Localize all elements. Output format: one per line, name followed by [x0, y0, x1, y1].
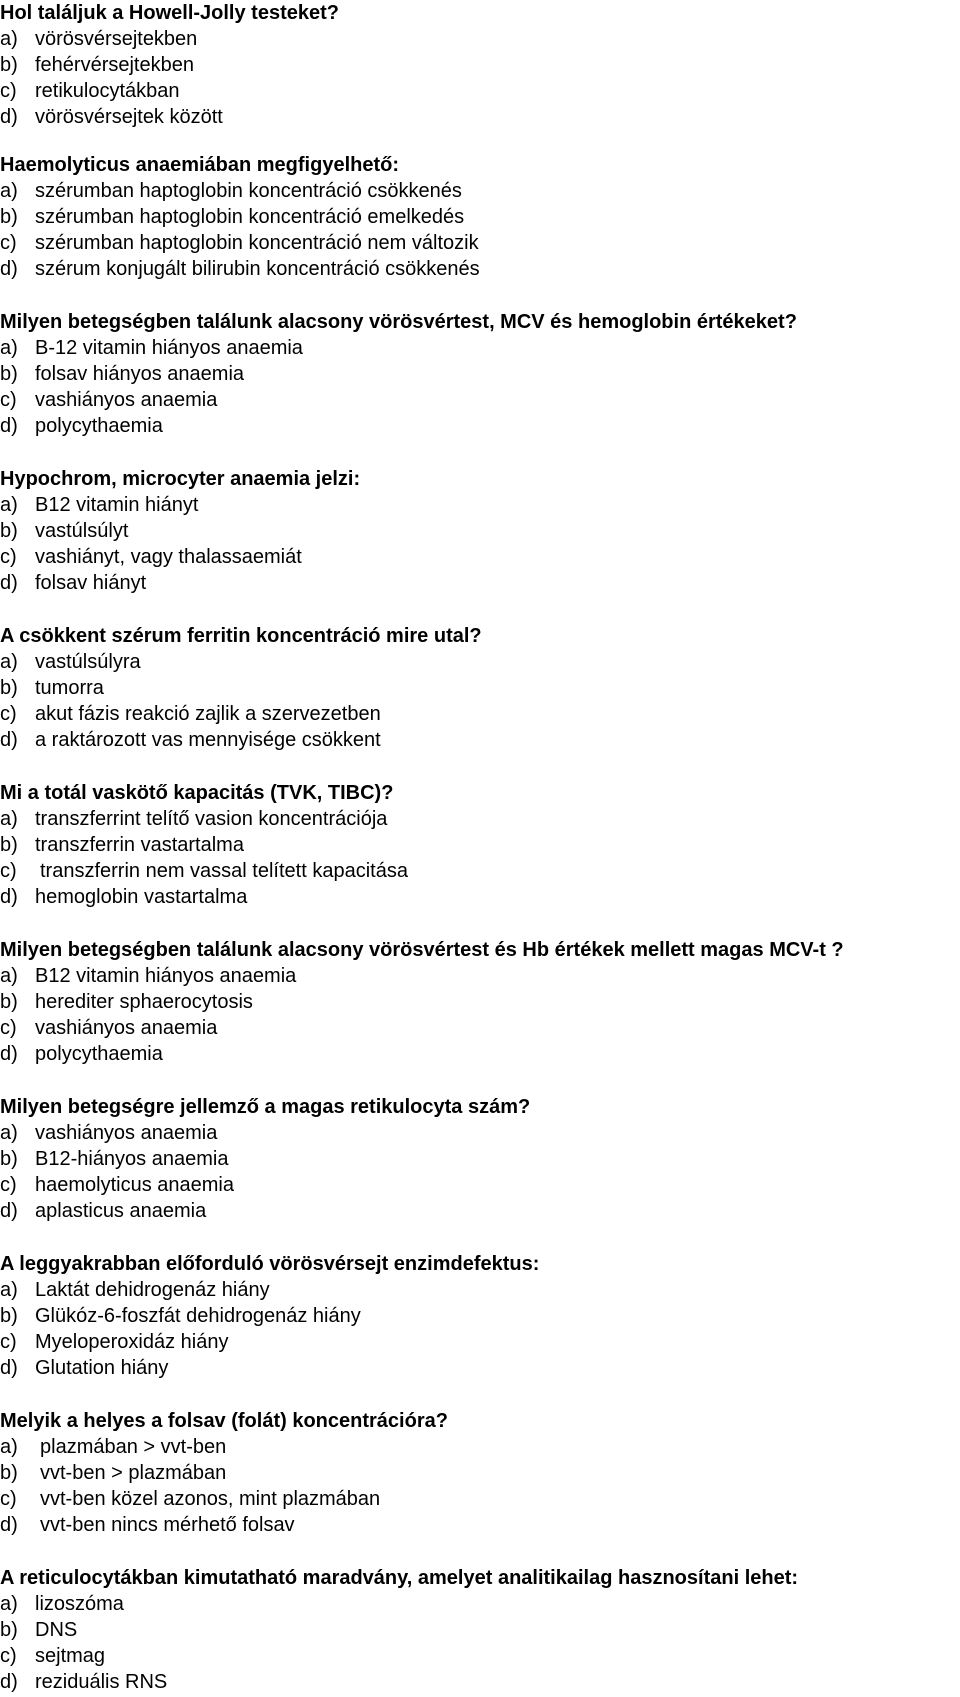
question-text: Milyen betegségre jellemző a magas retikulocyta szám? [0, 1096, 531, 1118]
option-d [0, 1198, 960, 1224]
option-text: B-12 vitamin hiányos anaemia [35, 337, 303, 359]
option-b [0, 52, 960, 78]
option-letter: b) [0, 1462, 18, 1484]
option-a [0, 1591, 960, 1617]
option-text: vastúlsúlyt [35, 520, 129, 542]
option-c [0, 544, 960, 570]
option-text: B12-hiányos anaemia [35, 1148, 229, 1170]
option-c [0, 78, 960, 104]
option-letter: c) [0, 1331, 17, 1353]
option-b [0, 1617, 960, 1643]
option-text: vashiányos anaemia [35, 1122, 218, 1144]
question-5 [0, 623, 960, 753]
option-b [0, 204, 960, 230]
option-a [0, 178, 960, 204]
option-c [0, 1172, 960, 1198]
option-text: vastúlsúlyra [35, 651, 141, 673]
option-letter: c) [0, 703, 17, 725]
option-d [0, 413, 960, 439]
option-text: akut fázis reakció zajlik a szervezetben [35, 703, 381, 725]
option-text: retikulocytákban [35, 80, 180, 102]
option-letter: c) [0, 1488, 17, 1510]
question-8 [0, 1094, 960, 1224]
question-text: Mi a totál vaskötő kapacitás (TVK, TIBC)? [0, 782, 394, 804]
option-d [0, 884, 960, 910]
option-b [0, 518, 960, 544]
option-text: fehérvérsejtekben [35, 54, 194, 76]
option-letter: b) [0, 1305, 18, 1327]
question-text: Hypochrom, microcyter anaemia jelzi: [0, 468, 361, 490]
question-4 [0, 466, 960, 596]
option-letter: a) [0, 180, 18, 202]
option-b [0, 1460, 960, 1486]
option-d [0, 1355, 960, 1381]
option-c [0, 1486, 960, 1512]
option-c [0, 387, 960, 413]
option-text: transzferrin vastartalma [35, 834, 244, 856]
option-text: folsav hiányos anaemia [35, 363, 245, 385]
option-letter: d) [0, 572, 18, 594]
option-d [0, 1041, 960, 1067]
option-letter: d) [0, 886, 18, 908]
option-text: vashiányos anaemia [35, 389, 218, 411]
option-text: vvt-ben > plazmában [40, 1462, 227, 1484]
option-c [0, 858, 960, 884]
option-letter: c) [0, 1645, 17, 1667]
option-text: aplasticus anaemia [35, 1200, 207, 1222]
option-a [0, 492, 960, 518]
option-letter: b) [0, 834, 18, 856]
option-b [0, 361, 960, 387]
option-b [0, 989, 960, 1015]
option-text: transzferrint telítő vasion koncentrációja [35, 808, 388, 830]
option-a [0, 26, 960, 52]
option-text: a raktározott vas mennyisége csökkent [35, 729, 381, 751]
option-letter: a) [0, 337, 18, 359]
option-letter: a) [0, 965, 18, 987]
option-text: szérum konjugált bilirubin koncentráció csökkenés [35, 258, 480, 280]
option-text: szérumban haptoglobin koncentráció emelkedés [35, 206, 465, 228]
question-text: Haemolyticus anaemiában megfigyelhető: [0, 154, 400, 176]
option-text: tumorra [35, 677, 104, 699]
option-text: herediter sphaerocytosis [35, 991, 253, 1013]
question-text: A leggyakrabban előforduló vörösvérsejt enzimdefektus: [0, 1253, 540, 1275]
option-letter: b) [0, 520, 18, 542]
option-text: szérumban haptoglobin koncentráció csökkenés [35, 180, 462, 202]
option-a [0, 1120, 960, 1146]
option-text: lizoszóma [35, 1593, 124, 1615]
question-6 [0, 780, 960, 910]
option-d [0, 1669, 960, 1695]
option-letter: d) [0, 729, 18, 751]
option-text: Myeloperoxidáz hiány [35, 1331, 229, 1353]
option-letter: a) [0, 1436, 18, 1458]
option-letter: b) [0, 991, 18, 1013]
option-text: polycythaemia [35, 1043, 163, 1065]
question-text: Melyik a helyes a folsav (folát) koncentrációra? [0, 1410, 448, 1432]
option-text: plazmában > vvt-ben [40, 1436, 227, 1458]
option-d [0, 104, 960, 130]
question-text: A csökkent szérum ferritin koncentráció mire utal? [0, 625, 482, 647]
option-letter: d) [0, 1200, 18, 1222]
option-letter: c) [0, 860, 17, 882]
question-7 [0, 937, 960, 1067]
option-letter: d) [0, 1514, 18, 1536]
option-a [0, 963, 960, 989]
option-b [0, 1146, 960, 1172]
option-letter: a) [0, 28, 18, 50]
option-letter: d) [0, 1043, 18, 1065]
option-text: vashiányos anaemia [35, 1017, 218, 1039]
option-letter: b) [0, 363, 18, 385]
option-a [0, 649, 960, 675]
option-letter: d) [0, 1671, 18, 1693]
option-b [0, 832, 960, 858]
option-text: Laktát dehidrogenáz hiány [35, 1279, 270, 1301]
option-letter: b) [0, 1148, 18, 1170]
option-text: B12 vitamin hiányos anaemia [35, 965, 297, 987]
option-b [0, 1303, 960, 1329]
option-text: Glutation hiány [35, 1357, 169, 1379]
option-letter: b) [0, 54, 18, 76]
question-2 [0, 152, 960, 282]
question-text: Milyen betegségben találunk alacsony vörösvértest, MCV és hemoglobin értékeket? [0, 311, 797, 333]
option-text: reziduális RNS [35, 1671, 168, 1693]
option-text: vörösvérsejtek között [35, 106, 223, 128]
question-text: Milyen betegségben találunk alacsony vörösvértest és Hb értékek mellett magas MCV-t ? [0, 939, 844, 961]
option-text: vashiányt, vagy thalassaemiát [35, 546, 302, 568]
option-text: folsav hiányt [35, 572, 147, 594]
option-d [0, 570, 960, 596]
option-letter: c) [0, 1017, 17, 1039]
option-letter: a) [0, 808, 18, 830]
option-a [0, 335, 960, 361]
option-text: transzferrin nem vassal telített kapacitása [40, 860, 408, 882]
question-3 [0, 309, 960, 439]
option-c [0, 1329, 960, 1355]
question-11 [0, 1565, 960, 1695]
option-letter: b) [0, 206, 18, 228]
question-10 [0, 1408, 960, 1538]
option-text: vvt-ben nincs mérhető folsav [40, 1514, 295, 1536]
option-letter: c) [0, 80, 17, 102]
option-text: hemoglobin vastartalma [35, 886, 248, 908]
option-letter: a) [0, 651, 18, 673]
option-c [0, 1643, 960, 1669]
question-text: A reticulocytákban kimutatható maradvány, amelyet analitikailag hasznosítani lehet: [0, 1567, 799, 1589]
question-text: Hol találjuk a Howell-Jolly testeket? [0, 2, 339, 24]
option-letter: c) [0, 389, 17, 411]
option-text: Glükóz-6-foszfát dehidrogenáz hiány [35, 1305, 361, 1327]
question-1 [0, 0, 960, 130]
option-d [0, 1512, 960, 1538]
option-d [0, 256, 960, 282]
option-c [0, 230, 960, 256]
option-text: B12 vitamin hiányt [35, 494, 199, 516]
option-letter: a) [0, 494, 18, 516]
option-a [0, 1434, 960, 1460]
option-letter: a) [0, 1122, 18, 1144]
option-text: szérumban haptoglobin koncentráció nem változik [35, 232, 479, 254]
option-c [0, 701, 960, 727]
option-b [0, 675, 960, 701]
option-text: haemolyticus anaemia [35, 1174, 234, 1196]
question-9 [0, 1251, 960, 1381]
option-letter: c) [0, 546, 17, 568]
option-letter: c) [0, 232, 17, 254]
option-letter: c) [0, 1174, 17, 1196]
option-letter: a) [0, 1279, 18, 1301]
option-text: sejtmag [35, 1645, 106, 1667]
option-letter: a) [0, 1593, 18, 1615]
option-text: polycythaemia [35, 415, 163, 437]
option-a [0, 1277, 960, 1303]
option-letter: d) [0, 258, 18, 280]
option-letter: d) [0, 415, 18, 437]
option-letter: b) [0, 1619, 18, 1641]
option-a [0, 806, 960, 832]
option-text: DNS [35, 1619, 78, 1641]
option-letter: d) [0, 1357, 18, 1379]
option-c [0, 1015, 960, 1041]
option-d [0, 727, 960, 753]
option-letter: b) [0, 677, 18, 699]
option-letter: d) [0, 106, 18, 128]
option-text: vörösvérsejtekben [35, 28, 198, 50]
option-text: vvt-ben közel azonos, mint plazmában [40, 1488, 381, 1510]
